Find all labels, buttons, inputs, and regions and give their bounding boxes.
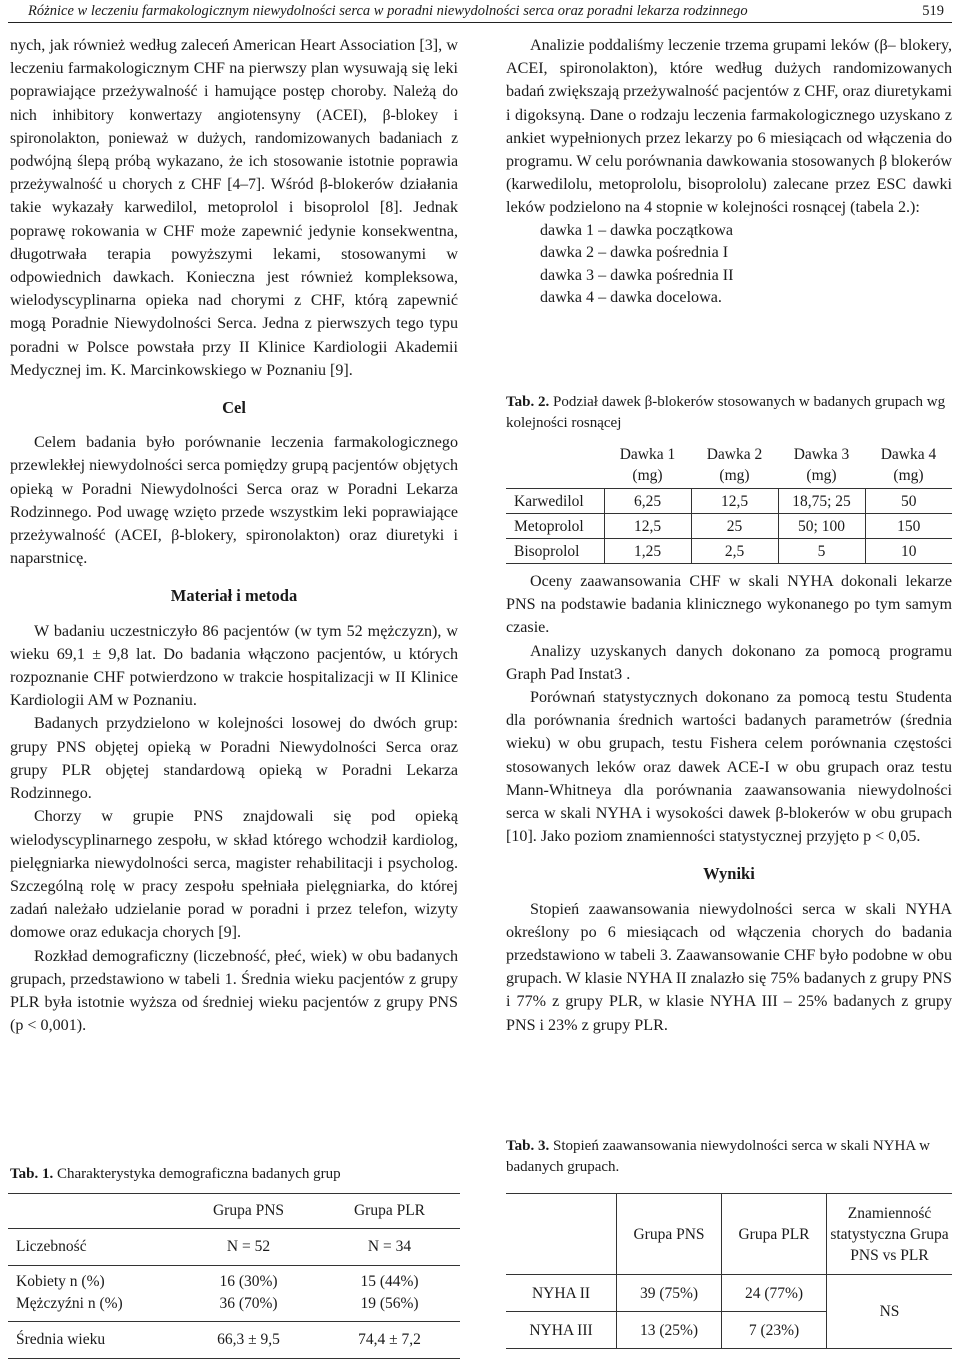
table-cell: NYHA III [506,1312,617,1349]
dose-list [516,220,952,310]
table-cell: Mężczyźni n (%) [8,1293,178,1322]
table-cell: N = 34 [319,1229,460,1266]
table-row [506,489,952,514]
table-cell: 7 (23%) [722,1312,827,1349]
list-item: dawka 1 – dawka początkowa [540,221,734,239]
table1-caption-text: Charakterystyka demograficzna badanych grup [53,1166,341,1182]
right-column-continued [506,570,952,1037]
section-heading-results: Wyniki [703,864,755,884]
intro-paragraph [10,34,458,382]
table-cell: 6,25 [604,489,691,514]
list-item: dawka 4 – dawka docelowa. [540,289,722,307]
table2-caption [506,392,952,434]
list-item: dawka 2 – dawka pośrednia I [540,244,729,262]
aim-paragraph: Celem badania było porównanie leczenia farmakologicznego przewlekłej niewydolności serca pomiędzy grupą pacjentów objętych opieką w Poradni Niewydolności Serca oraz w Poradni Lekarza Rodzinnego. Pod uwagę wzięto przede wszystkim leki poprawiające przeżywalność (ACEI, β-blokery, spironolakton) oraz diuretyki i naparstnicę. [10,434,458,568]
table-cell: 5 [778,539,865,564]
table-cell: 150 [865,514,952,539]
table-cell: 12,5 [604,514,691,539]
section-heading-cel: Cel [222,398,246,418]
table3-caption-text: Stopień zaawansowania niewydolności serca w skali NYHA w badanych grupach. [506,1138,930,1175]
intro-text-3: Wśród β-blokerów działania takie wykazały karwedilol, metoprolol i bisoprolol [8]. Jednak poprawę rokowania w CHF może zapewnić jedynie konsekwentna, długotrwała terapia powyższymi lekami, stosowanymi w odpowiednich dawkach. Konieczna jest również kompleksowa, wielodyscyplinarna opieka nad chorymi z CHF, którą zapewnić mogą Poradnie Niewydolności Serca. Jedna z pierwszych tego typu poradni w Polsce powstała przy II Klinice Kardiologii Akademii Medycznej im. K. Marcinkowskiego w Poznaniu [9]. [10,176,458,379]
running-header [8,0,952,23]
table-cell: N = 52 [178,1229,319,1266]
table2-caption-text: Podział dawek β-blokerów stosowanych w badanych grupach wg kolejności rosnącej [506,394,946,431]
table2-caption-label: Tab. 2. [506,394,550,410]
table-header-cell: Grupa PNS [617,1194,722,1275]
results-paragraph: Stopień zaawansowania niewydolności serca w skali NYHA określony po 6 miesiącach od włączenia chorych do badania przedstawiono w tabeli 3. Zaawansowanie CHF było podobne w obu grupach. W klasie NYHA II znalazło się 75% badanych z grupy PNS i 77% z grupy PLR, w klasie NYHA III – 25% badanych z grupy PNS i 23% z grupy PLR. [506,900,952,1034]
table-row [8,1293,460,1322]
table-header-cell: Dawka 2 (mg) [691,442,778,489]
table-header-cell: Dawka 1 (mg) [604,442,691,489]
table-cell: Liczebność [8,1229,178,1266]
table-header-cell [506,442,604,489]
intro-text-1: nych, jak również według zaleceń American Heart Association [3], w leczeniu farmakologicznym CHF na pierwszy plan wysuwają się leki poprawiające przeżywalność i hamujące postęp choroby. [10,37,458,101]
table-cell: Metoprolol [506,514,604,539]
page-number: 519 [922,3,944,19]
methods-paragraph-4: Rozkład demograficzny (liczebność, płeć, wiek) w obu badanych grupach, przedstawiono w tabeli 1. Średnia wieku pacjentów z grupy PLR była istotnie wyższa od średniej wieku pacjentów z grupy PNS (p < 0,001). [10,947,458,1035]
demographics-table [8,1193,460,1359]
right-column [506,34,952,310]
table-cell: 13 (25%) [617,1312,722,1349]
table-cell: 16 (30%) [219,1273,278,1290]
section-heading-methods: Materiał i metoda [170,586,298,606]
left-column [10,34,458,1037]
table-cell: Karwedilol [506,489,604,514]
software-paragraph: Analizy uzyskanych danych dokonano za pomocą programu Graph Pad Instat3 . [506,642,952,683]
intro-text-2: Należą do nich inhibitory konwertazy angiotensyny (ACEI), β-blokey i spironolakton, ponieważ w dużych, randomizowanych badaniach z podwójną ślepą próbą wykazano, że ich stosowanie istotnie poprawia przeżywalność u chorych z CHF [4–7]. [10,83,458,194]
nyha-method-paragraph: Oceny zaawansowania CHF w skali NYHA dokonali lekarze PNS na podstawie badania klinicznego wykonanego po tym samym czasie. [506,573,952,637]
table-header-cell: Znamienność statystyczna Grupa PNS vs PLR [827,1194,953,1275]
table-header-cell [506,1194,617,1275]
table-cell: 36 (70%) [178,1293,319,1322]
table-cell: 19 (56%) [319,1293,460,1322]
table-header-row [506,1194,952,1275]
methods-paragraph-3: Chorzy w grupie PNS znajdowali się pod opieką wielodyscyplinarnego zespołu, w skład którego wchodził kardiolog, pielęgniarka niewydolności serca, magister rehabilitacji i psycholog. Szczególną rolę w pracy zespołu spełniała pielęgniarka, do której zadań należało udzielanie porad w poradni i przez telefon, wizyty domowe oraz edukacja chorych [9]. [10,808,458,942]
table-header-cell: Dawka 3 (mg) [778,442,865,489]
table-header-cell: Dawka 4 (mg) [865,442,952,489]
table-header-cell [8,1194,178,1229]
table-header-cell: Grupa PNS [178,1194,319,1229]
table-cell: 18,75; 25 [778,489,865,514]
table1-caption-label: Tab. 1. [10,1166,54,1182]
table-cell: 1,25 [604,539,691,564]
analysis-paragraph: Analizie poddaliśmy leczenie trzema grupami leków (β– blokery, ACEI, spironolakton), które według dużych randomizowanych badań zwiększają przeżywalność pacjentów z CHF, oraz diuretykami i digoksyną. Dane o rodzaju leczenia farmakologicznego uzyskano z ankiet wypełnionych przez lekarzy po 6 miesiącach od włączenia do programu. W celu porównania dawkowania stosowanych β blokerów (karwedilolu, metoprololu, bisoprololu) zalecane przez ESC dawki leków podzielono na 4 stopnie w kolejności rosnącej (tabela 2.): [506,37,952,217]
table-row [506,539,952,564]
methods-paragraph-2: Badanych przydzielono w kolejności losowej do dwóch grup: grupy PNS objętej opieką w Poradni Niewydolności Serca oraz grupy PLR objętej standardową opieką w Poradni Lekarza Rodzinnego. [10,715,458,803]
table3-caption [506,1136,952,1178]
table-cell: Bisoprolol [506,539,604,564]
table-row [8,1322,460,1359]
table-cell: 25 [691,514,778,539]
statistics-paragraph: Porównań statystycznych dokonano za pomocą testu Studenta dla porównania średnich wartości badanych parametrów (średnia wieku) w obu grupach, testu Fishera celem porównania częstości stosowanych leków oraz dawek ACE-I w obu grupach oraz testu Mann-Whitneya dla porównania zaawansowania niewydolności serca w skali NYHA i wysokości dawek β-blokerów w obu grupach [10]. Jako poziom znamienności statystycznej przyjęto p < 0,05. [506,689,952,846]
table-cell: Średnia wieku [8,1322,178,1359]
table3-caption-label: Tab. 3. [506,1138,550,1154]
table1-caption [10,1164,458,1185]
table-cell: 66,3 ± 9,5 [178,1322,319,1359]
table-cell: 50; 100 [778,514,865,539]
table-cell: 39 (75%) [617,1275,722,1312]
methods-paragraph-1: W badaniu uczestniczyło 86 pacjentów (w tym 52 mężczyzn), w wieku 69,1 ± 9,8 lat. Do badania włączono pacjentów, u których rozpoznanie CHF potwierdzono w trakcie hospitalizacji w II Klinice Kardiologii AM w Poznaniu. [10,622,458,710]
table-row [506,1275,952,1312]
table-cell: 50 [865,489,952,514]
table-cell: 10 [865,539,952,564]
table-cell: 24 (77%) [722,1275,827,1312]
table-cell: Kobiety n (%) [16,1273,105,1290]
table-cell: 12,5 [691,489,778,514]
table-header-cell: Grupa PLR [319,1194,460,1229]
table-cell: 2,5 [691,539,778,564]
list-item: dawka 3 – dawka pośrednia II [540,266,734,284]
table-row [8,1266,460,1294]
beta-blocker-dose-table [506,442,952,564]
table-header-cell: Grupa PLR [722,1194,827,1275]
table-header-row [506,442,952,489]
table-row [506,514,952,539]
running-title: Różnice w leczeniu farmakologicznym niewydolności serca w poradni niewydolności serca oraz poradni lekarza rodzinnego [28,3,748,19]
table-cell: 15 (44%) [360,1273,419,1290]
table-row [8,1229,460,1266]
significance-cell: NS [827,1275,953,1349]
nyha-table [506,1193,952,1349]
table-cell: 74,4 ± 7,2 [319,1322,460,1359]
table-cell: NYHA II [506,1275,617,1312]
table-header-row [8,1194,460,1229]
